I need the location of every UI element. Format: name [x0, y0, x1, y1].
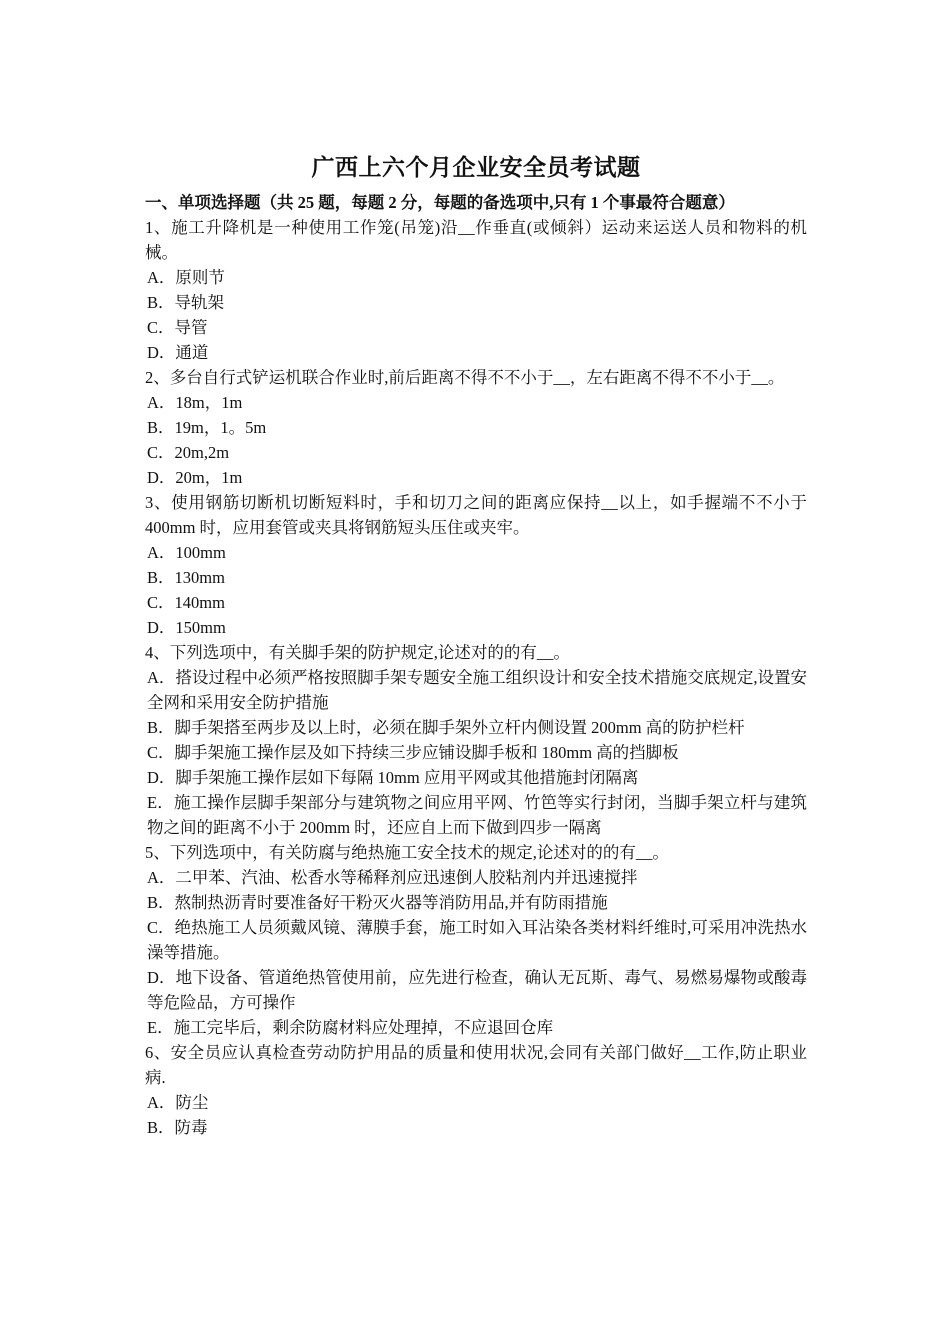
- question-stem: 3、使用钢筋切断机切断短料时，手和切刀之间的距离应保持__以上，如手握端不不小于 400mm 时，应用套管或夹具将钢筋短头压住或夹牢。: [145, 493, 807, 537]
- option-e: E．施工操作层脚手架部分与建筑物之间应用平网、竹笆等实行封闭，当脚手架立杆与建筑物之间的距离不小于 200mm 时，还应自上而下做到四步一隔离: [147, 793, 807, 837]
- option-c: C．脚手架施工操作层及如下持续三步应铺设脚手板和 180mm 高的挡脚板: [147, 743, 679, 762]
- option-b: B．19m，1。5m: [147, 418, 267, 437]
- option-c: C．140mm: [147, 593, 225, 612]
- option-d: D．20m，1m: [147, 468, 243, 487]
- question-stem: 2、多台自行式铲运机联合作业时,前后距离不得不不小于__，左右距离不得不不小于__。: [145, 368, 785, 387]
- question-6: [145, 1040, 807, 1140]
- option-d: D．通道: [147, 343, 209, 362]
- option-a: A．二甲苯、汽油、松香水等稀释剂应迅速倒人胶粘剂内并迅速搅拌: [147, 868, 638, 887]
- option-c: C．绝热施工人员须戴风镜、薄膜手套，施工时如入耳沾染各类材料纤维时,可采用冲洗热水澡等措施。: [147, 918, 807, 962]
- question-4: [145, 640, 807, 840]
- question-stem: 5、下列选项中，有关防腐与绝热施工安全技术的规定,论述对的的有__。: [145, 843, 669, 862]
- option-a: A．搭设过程中必须严格按照脚手架专题安全施工组织设计和安全技术措施交底规定,设置安全网和采用安全防护措施: [147, 668, 807, 712]
- option-b: B．导轨架: [147, 293, 225, 312]
- question-stem: 4、下列选项中，有关脚手架的防护规定,论述对的的有__。: [145, 643, 570, 662]
- option-d: D．脚手架施工操作层如下每隔 10mm 应用平网或其他措施封闭隔离: [147, 768, 639, 787]
- option-a: A．原则节: [147, 268, 225, 287]
- option-b: B．脚手架搭至两步及以上时，必须在脚手架外立杆内侧设置 200mm 高的防护栏杆: [147, 718, 745, 737]
- section-heading: 一、单项选择题（共 25 题，每题 2 分，每题的备选项中,只有 1 个事最符合题意）: [145, 193, 735, 212]
- option-d: D．地下设备、管道绝热管使用前，应先进行检查，确认无瓦斯、毒气、易燃易爆物或酸毒等危险品，方可操作: [147, 968, 807, 1012]
- option-d: D．150mm: [147, 618, 226, 637]
- document-body: [145, 150, 807, 1140]
- option-b: B．熬制热沥青时要准备好干粉灭火器等消防用品,并有防雨措施: [147, 893, 608, 912]
- option-c: C．20m,2m: [147, 443, 230, 462]
- option-b: B．130mm: [147, 568, 225, 587]
- option-e: E．施工完毕后，剩余防腐材料应处理掉，不应退回仓库: [147, 1018, 554, 1037]
- option-a: A．防尘: [147, 1093, 209, 1112]
- question-2: [145, 365, 807, 490]
- question-5: [145, 840, 807, 1040]
- question-stem: 1、施工升降机是一种使用工作笼(吊笼)沿__作垂直(或倾斜）运动来运送人员和物料的机械。: [145, 218, 807, 262]
- question-1: [145, 215, 807, 365]
- question-3: [145, 490, 807, 640]
- option-a: A．100mm: [147, 543, 226, 562]
- option-a: A．18m，1m: [147, 393, 243, 412]
- document-title: 广西上六个月企业安全员考试题: [311, 155, 641, 180]
- question-stem: 6、安全员应认真检查劳动防护用品的质量和使用状况,会同有关部门做好__工作,防止职业病.: [145, 1043, 807, 1087]
- option-b: B．防毒: [147, 1118, 208, 1137]
- option-c: C．导管: [147, 318, 208, 337]
